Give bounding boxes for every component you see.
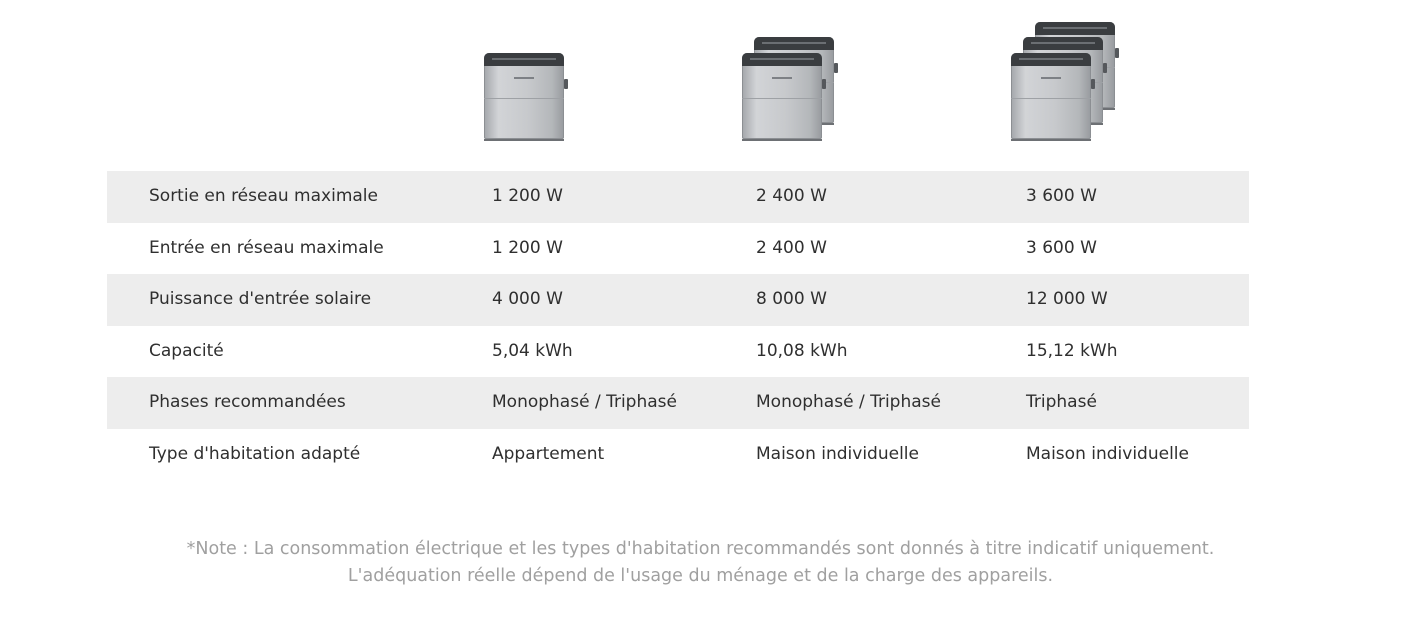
table-cell: 2 400 W (756, 186, 827, 206)
disclaimer-note-line-2: L'adéquation réelle dépend de l'usage du ménage et de la charge des appareils. (347, 566, 1054, 586)
table-cell: 1 200 W (492, 237, 563, 258)
table-cell: Maison individuelle (756, 443, 919, 464)
disclaimer-note-line-1: *Note : La consommation électrique et les types d'habitation recommandés sont donnés à titre indicatif uniquement. (186, 539, 1215, 559)
table-cell: 4 000 W (492, 289, 563, 310)
product-images (0, 0, 1401, 160)
spec-comparison-table (107, 171, 1249, 481)
battery-unit-icon (1011, 53, 1091, 139)
table-cell: Maison individuelle (1026, 443, 1189, 464)
row-label: Phases recommandées (149, 392, 346, 413)
table-cell: 12 000 W (1026, 289, 1108, 310)
table-cell: 2 400 W (756, 237, 827, 258)
row-label: Type d'habitation adapté (149, 443, 361, 464)
table-cell: 10,08 kWh (756, 340, 848, 361)
table-cell: 3 600 W (1026, 237, 1097, 258)
table-cell: Triphasé (1026, 392, 1097, 413)
table-row (107, 429, 1249, 481)
table-row (107, 377, 1249, 429)
table-row (107, 274, 1249, 326)
table-cell: Monophasé / Triphasé (492, 392, 677, 413)
row-label: Capacité (149, 340, 224, 361)
row-label: Sortie en réseau maximale (149, 186, 378, 206)
table-cell: Monophasé / Triphasé (756, 392, 941, 413)
battery-unit-icon (484, 53, 564, 139)
table-cell: 3 600 W (1026, 186, 1097, 206)
table-cell: 1 200 W (492, 186, 563, 206)
row-label: Entrée en réseau maximale (149, 237, 384, 258)
table-row (107, 223, 1249, 275)
table-cell: 15,12 kWh (1026, 340, 1118, 361)
table-cell: 8 000 W (756, 289, 827, 310)
table-cell: Appartement (492, 443, 605, 464)
battery-unit-icon (742, 53, 822, 139)
row-label: Puissance d'entrée solaire (149, 289, 372, 310)
table-row (107, 171, 1249, 223)
table-cell: 5,04 kWh (492, 340, 573, 361)
table-row (107, 326, 1249, 378)
